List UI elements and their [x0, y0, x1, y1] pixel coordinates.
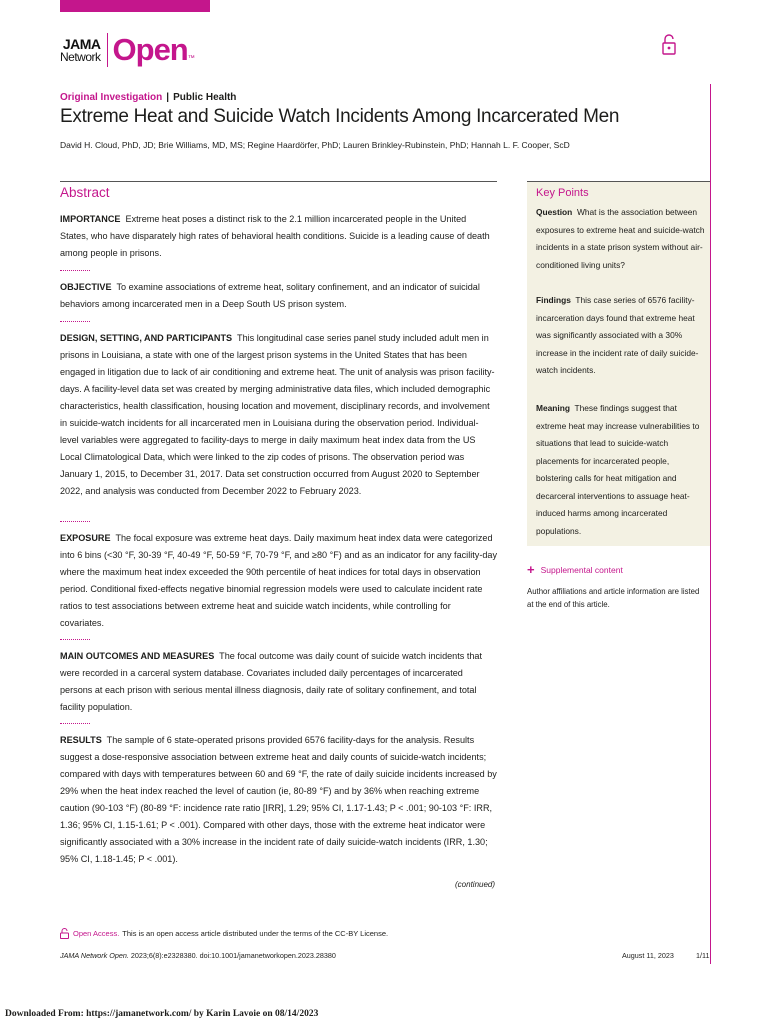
- abstract-exposure: [60, 530, 497, 632]
- open-access-text: This is an open access article distributed under the terms of the CC-BY License.: [122, 929, 389, 938]
- top-accent-bar: [60, 0, 210, 12]
- open-access-note: [60, 928, 388, 939]
- affiliations-note: Author affiliations and article information are listed at the end of this article.: [527, 587, 700, 609]
- key-point-text: What is the association between exposures to extreme heat and suicide-watch incidents in a state prison system without air-conditioned living units?: [536, 207, 705, 270]
- citation-line: [60, 951, 336, 960]
- logo-network-text: Network: [60, 50, 101, 64]
- section-text: This longitudinal case series panel study included adult men in prisons in Louisiana, a state with one of the largest prison systems in the United States that has been engaged in litigation due to lack of air conditioning and extreme heat. The unit of analysis was prison facility-days. A facility-level data set was created by merging administrative data files, which included demographic characteristics, health classification, housing location and movement, disciplinary records, and involvement in suicide-watch incidents for all incarcerated men in Louisiana during the observation period. Individual-level variables were aggregated to facility-days to merge in daily maximum heat index data from the US Local Climatological Data, which were linked to the zip codes of prisons. The observation period was January 1, 2015, to December 31, 2017. Data set construction occurred from August 2020 to September 2022, and analysis was conducted from December 2022 to February 2023.: [60, 333, 495, 496]
- abstract-results: [60, 732, 497, 868]
- section-label: MAIN OUTCOMES AND MEASURES: [60, 651, 215, 661]
- key-point-text: This case series of 6576 facility-incarceration days found that extreme heat was significantly associated with a 30% increase in the incident rate of daily suicide-watch incidents.: [536, 295, 699, 375]
- right-margin-rule: [710, 84, 711, 964]
- section-label: IMPORTANCE: [60, 214, 121, 224]
- abstract-objective: [60, 279, 497, 313]
- download-watermark: Downloaded From: https://jamanetwork.com/ by Karin Lavoie on 08/14/2023: [5, 1009, 319, 1019]
- section-divider: [60, 270, 90, 271]
- key-point-label: Question: [536, 207, 573, 217]
- author-list: David H. Cloud, PhD, JD; Brie Williams, MD, MS; Regine Haardörfer, PhD; Lauren Brinkley-Rubinstein, PhD; Hannah L. F. Cooper, ScD: [60, 140, 570, 150]
- section-text: To examine associations of extreme heat, solitary confinement, and an indicator of suicidal behaviors among incarcerated men in a Deep South US prison system.: [60, 282, 480, 309]
- journal-logo[interactable]: [60, 30, 195, 70]
- logo-jama-network: [60, 37, 101, 63]
- logo-jama-text: JAMA: [62, 36, 101, 52]
- section-label: RESULTS: [60, 735, 102, 745]
- logo-trademark: ™: [187, 55, 195, 62]
- section-text: Extreme heat poses a distinct risk to the 2.1 million incarcerated people in the United States, who have disparately high rates of behavioral health conditions. Suicide is a leading cause of death among people in prisons.: [60, 214, 490, 258]
- section-text: The focal outcome was daily count of suicide watch incidents that were recorded in a carceral system database. Covariates included daily percentages of incarcerated persons at each prison with serious mental illness diagnosis, daily rate of solitary confinement, and total facility population.: [60, 651, 483, 712]
- key-point-label: Meaning: [536, 403, 570, 413]
- article-section: Public Health: [173, 92, 237, 103]
- plus-icon: +: [527, 562, 535, 577]
- section-text: The focal exposure was extreme heat days. Daily maximum heat index data were categorized into 6 bins (<30 °F, 30-39 °F, 40-49 °F, 50-59 °F, 70-79 °F, and ≥80 °F) and as an indicator for any facility-day where the maximum heat index exceeded the 90th percentile of heat indices for total days in observation period. Conditional fixed-effects negative binomial regression models were used to calculate incident rate ratios to test associations between extreme heat and suicide watch incidents, while controlling for covariates.: [60, 533, 498, 628]
- section-label: EXPOSURE: [60, 533, 111, 543]
- publication-date: August 11, 2023: [622, 951, 674, 960]
- section-label: OBJECTIVE: [60, 282, 112, 292]
- article-type[interactable]: Original Investigation: [60, 92, 163, 103]
- key-point-question: [536, 204, 706, 274]
- supplemental-content-link[interactable]: [527, 562, 623, 577]
- section-divider: [60, 723, 90, 724]
- open-access-lock-icon: [662, 34, 676, 56]
- citation-text: 2023;6(8):e2328380. doi:10.1001/jamanetworkopen.2023.28380: [130, 951, 336, 960]
- key-points-box: [527, 181, 710, 546]
- article-kicker: [60, 92, 236, 103]
- supplemental-label: Supplemental content: [540, 564, 623, 575]
- logo-divider: [107, 33, 108, 67]
- key-points-heading: Key Points: [536, 187, 589, 199]
- open-access-label[interactable]: Open Access.: [73, 929, 120, 938]
- section-divider: [60, 321, 90, 322]
- key-point-label: Findings: [536, 295, 571, 305]
- section-divider: [60, 639, 90, 640]
- section-label: DESIGN, SETTING, AND PARTICIPANTS: [60, 333, 233, 343]
- page-number: 1/11: [696, 951, 710, 960]
- continued-note: (continued): [455, 880, 496, 889]
- kicker-separator: |: [166, 92, 170, 103]
- journal-name: JAMA Network Open.: [60, 951, 129, 960]
- abstract-outcomes: [60, 648, 497, 716]
- key-point-meaning: [536, 400, 706, 540]
- abstract-design: [60, 330, 497, 500]
- key-point-findings: [536, 292, 706, 380]
- section-divider: [60, 521, 90, 522]
- open-access-icon: [60, 928, 69, 939]
- abstract-importance: [60, 211, 497, 262]
- key-point-text: These findings suggest that extreme heat may increase vulnerabilities to situations that lead to suicide-watch placements for incarcerated people, bolstering calls for heat mitigation and decarceral interventions to assuage heat-induced harms among incarcerated populations.: [536, 403, 700, 536]
- section-text: The sample of 6 state-operated prisons provided 6576 facility-days for the analysis. Results suggest a dose-responsive association between extreme heat and daily counts of suicide-watch incidents; compared with days with temperatures between 60 and 69 °F, the rate of daily suicide incidents increased by 29% when the heat index reached the level of caution (ie, 80-89 °F) and by 36% when reaching extreme caution (90-103 °F) (80-89 °F: incidence rate ratio [IRR], 1.29; 95% CI, 1.17-1.43; P < .001; 90-103 °F: IRR, 1.36; 95% CI, 1.15-1.61; P < .001). Compared with other days, those with the extreme heat indicator were significantly associated with a 30% increase in the incident rate of daily suicide-watch incidents (IRR, 1.30; 95% CI, 1.18-1.45; P < .001).: [60, 735, 497, 864]
- logo-open-text: Open: [112, 32, 188, 67]
- abstract-header: [60, 181, 497, 200]
- article-title: Extreme Heat and Suicide Watch Incidents Among Incarcerated Men: [60, 106, 620, 127]
- abstract-heading: Abstract: [60, 185, 110, 200]
